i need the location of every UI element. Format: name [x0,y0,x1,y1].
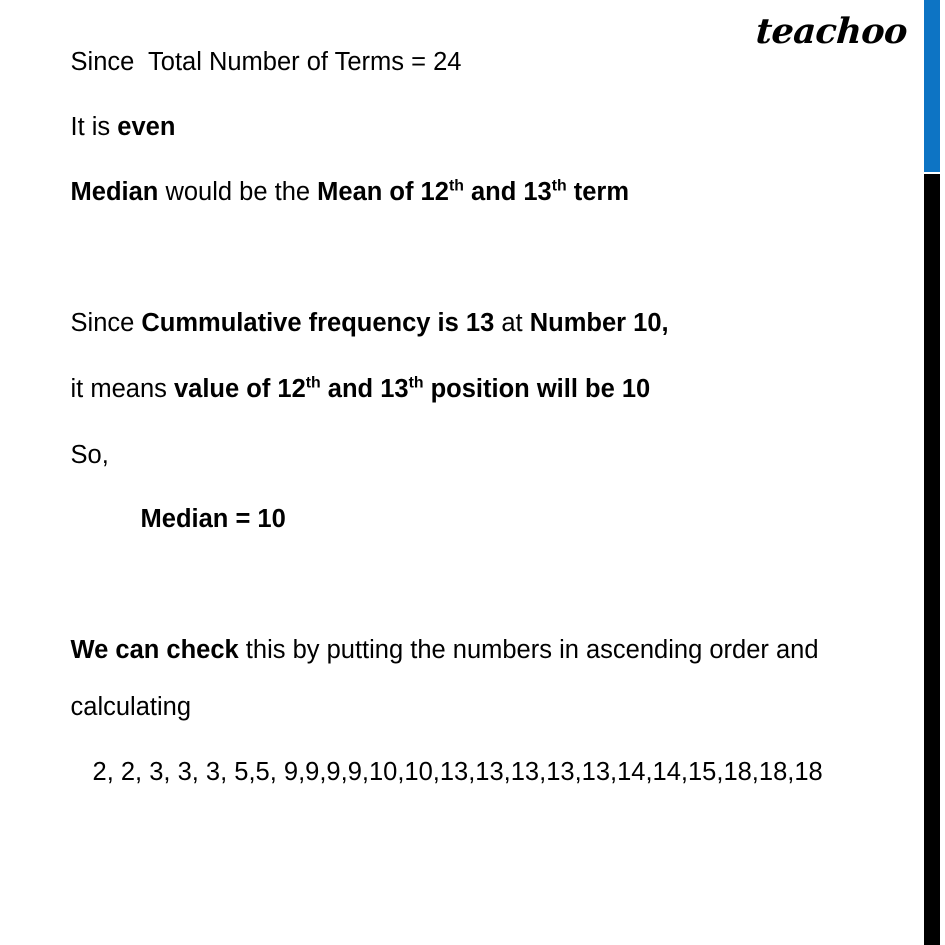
and-13: and 13 [463,177,552,206]
position-will-be-10: position will be 10 [423,374,651,403]
line-sorted-data [50,734,823,811]
median-label: Median [70,177,159,206]
median-connector: would be the [158,177,318,206]
at-word: at [494,308,530,337]
parity-prefix: It is [70,112,118,141]
line-median-result [98,481,286,558]
number-10-label: Number 10, [529,308,669,337]
ordinal-suffix-13: th [551,177,567,194]
term-word: term [566,177,630,206]
teachoo-logo: teachoo [754,11,909,52]
right-edge-accent-bar-black [924,174,940,945]
sorted-data-sequence: 2, 2, 3, 3, 3, 5,5, 9,9,9,9,10,10,13,13,13,13,13,14,14,15,18,18,18 [92,757,823,786]
and-13-b: and 13 [320,374,409,403]
so-text: So, [70,440,109,469]
line-position-value [28,351,650,428]
calculating-text: calculating [70,692,192,721]
cumulative-frequency-statement: Cummulative frequency is 13 [141,308,495,337]
since-word: Since [70,308,142,337]
value-of-12: value of 12 [173,374,306,403]
line-so [28,417,109,494]
ordinal-suffix-12: th [448,177,464,194]
we-can-check-label: We can check [70,635,239,664]
right-edge-accent-bar-blue [924,0,940,172]
ordinal-suffix-13-b: th [408,374,424,391]
median-result-text: Median = 10 [140,504,286,533]
ordinal-suffix-12-b: th [305,374,321,391]
line-median-definition [28,154,629,231]
verification-description: this by putting the numbers in ascending order and [238,635,819,664]
parity-value: even [117,112,176,141]
total-terms-text: Since Total Number of Terms = 24 [70,47,462,76]
mean-of-12: Mean of 12 [317,177,449,206]
it-means-prefix: it means [70,374,174,403]
